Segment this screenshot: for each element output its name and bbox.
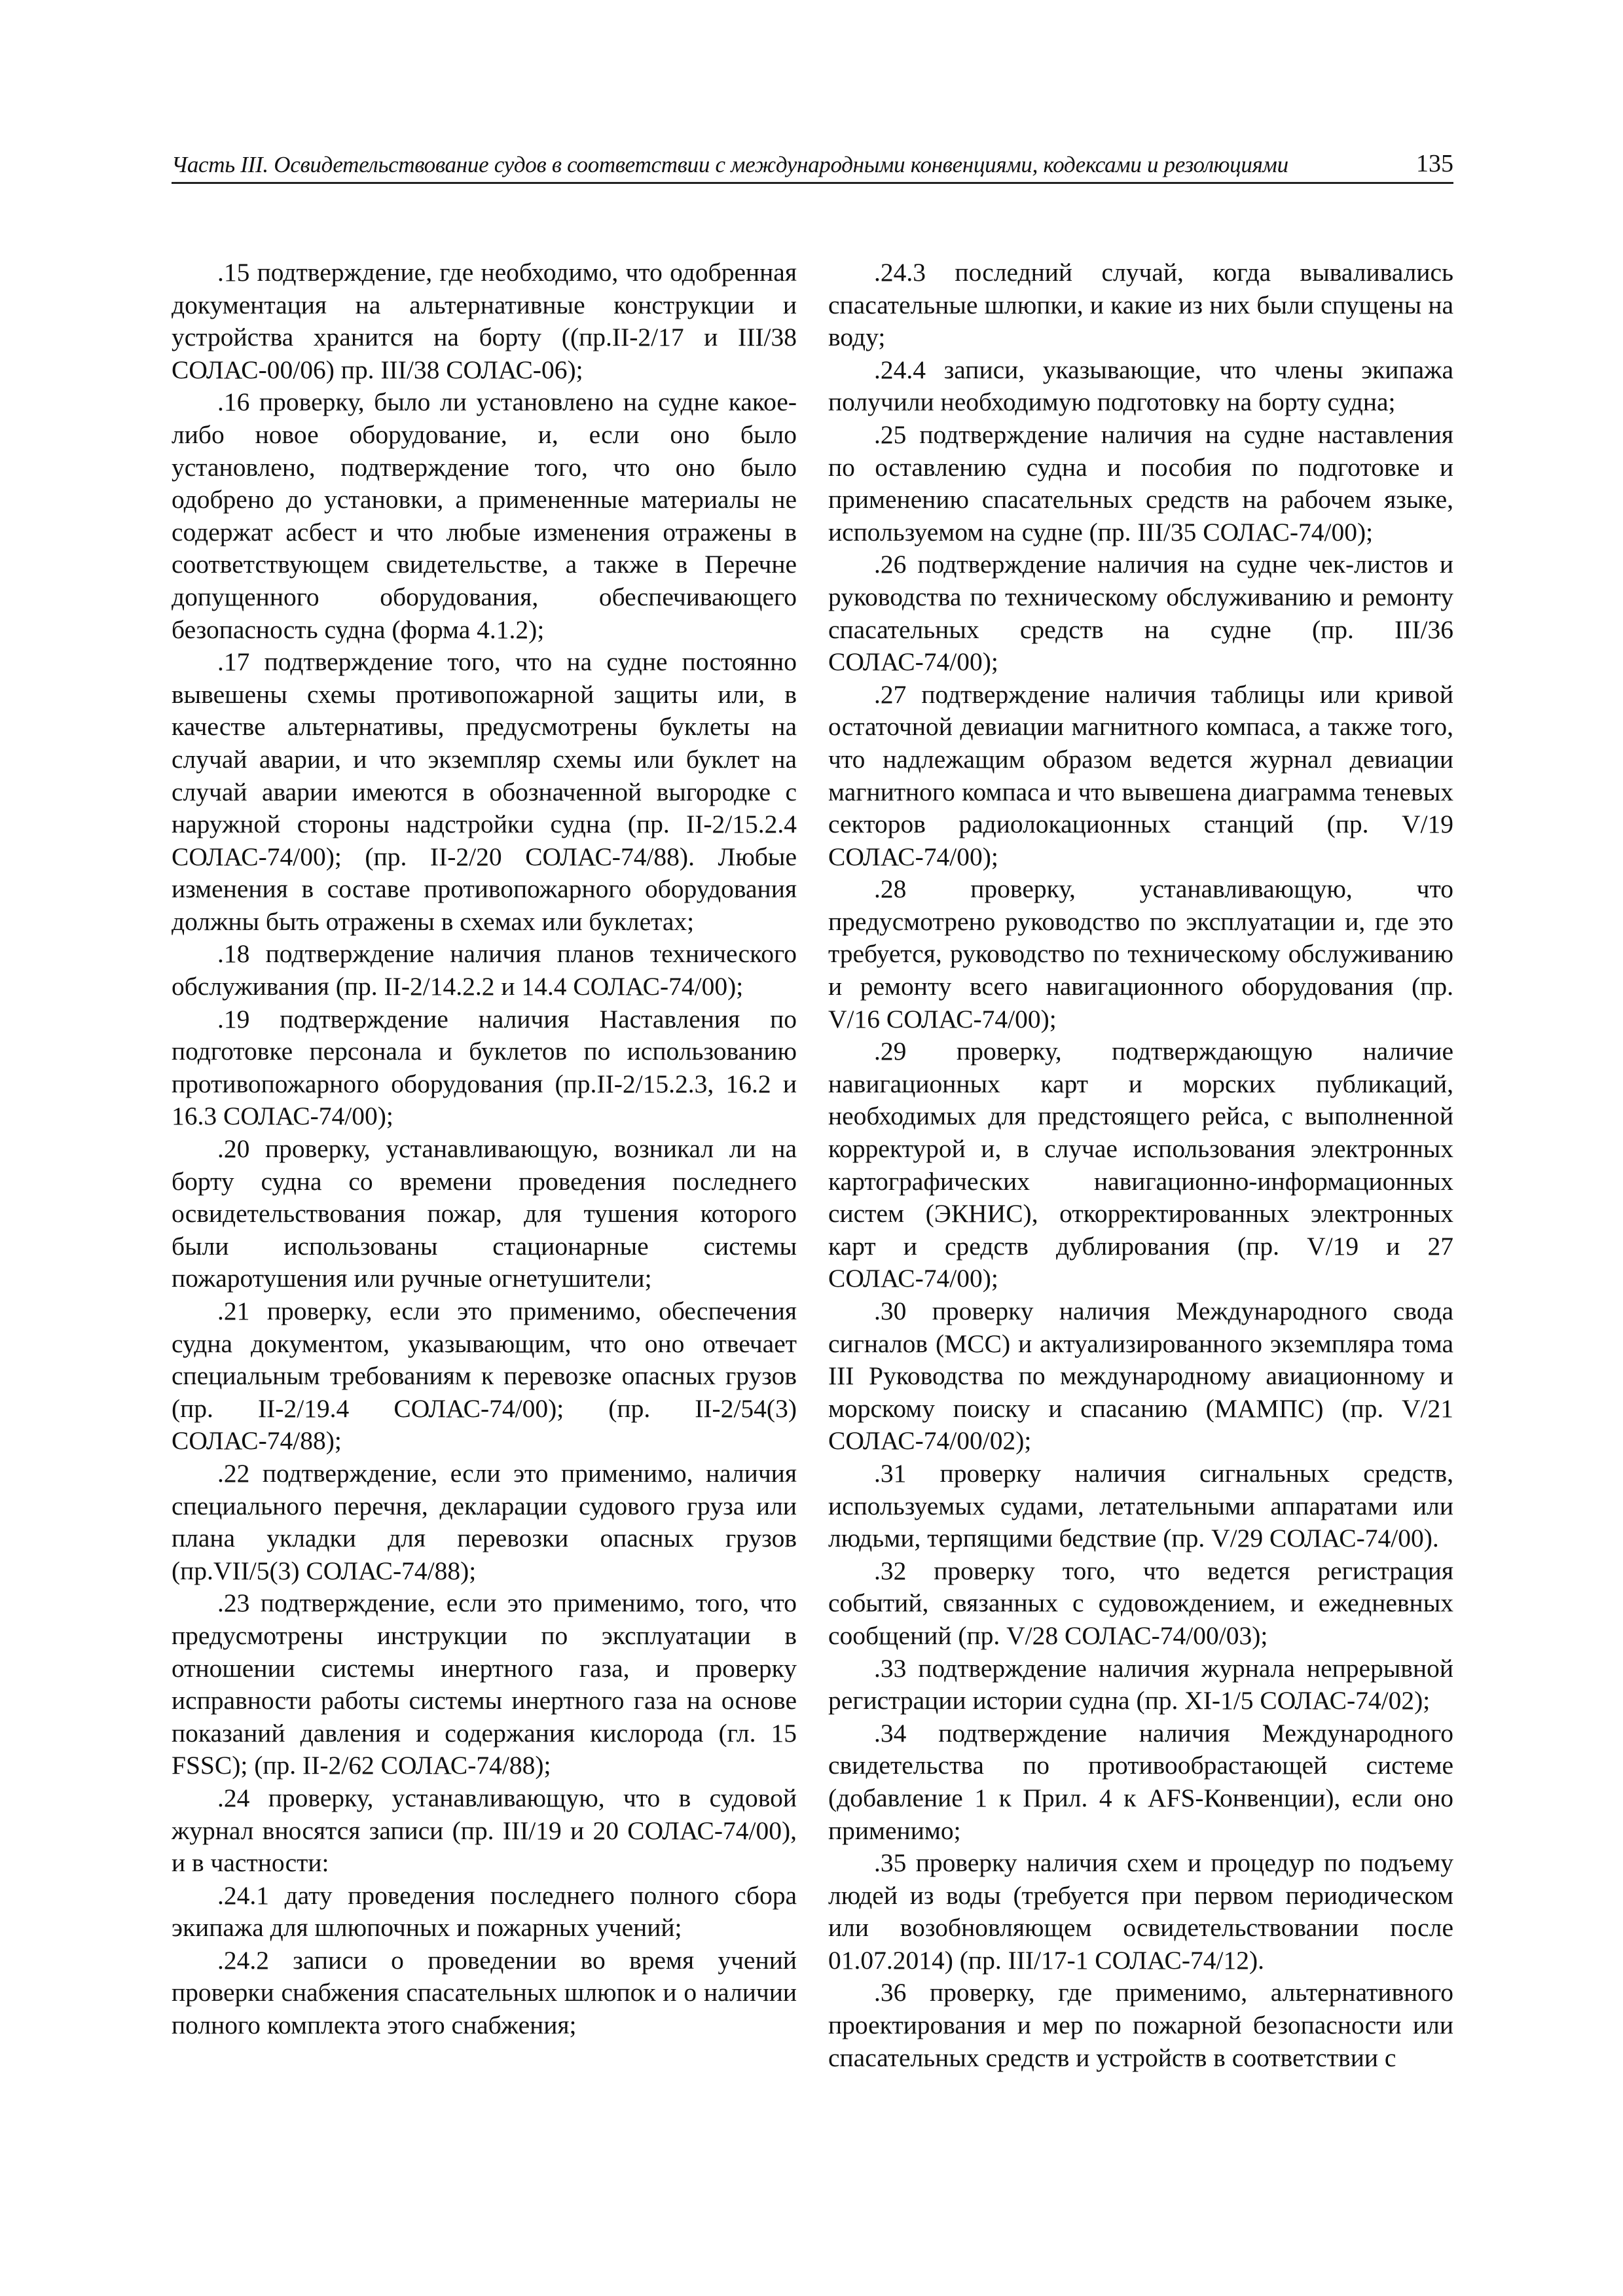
paragraph-17: .17 подтверждение того, что на судне постоянно вывешены схемы противопожарной защиты или, в качестве альтернативы, предусмотрены буклеты на случай аварии, и что экземпляр схемы или буклет на случай аварии имеются в обозначенной выгородке с наружной стороны надстройки судна (пр. II-2/15.2.4 СОЛАС-74/00); (пр. II-2/20 СОЛАС-74/88). Любые изменения в составе противопожарного оборудования должны быть отражены в схемах или буклетах; bbox=[172, 647, 797, 936]
paragraph-20: .20 проверку, устанавливающую, возникал ли на борту судна со времени проведения последнего освидетельствования пожар, для тушения которого были использованы стационарные системы пожаротушения или ручные огнетушители; bbox=[172, 1134, 797, 1293]
paragraph-21: .21 проверку, если это применимо, обеспечения судна документом, указывающим, что оно отвечает специальным требованиям к перевозке опасных грузов (пр. II-2/19.4 СОЛАС-74/00); (пр. II-2/54(3) СОЛАС-74/88); bbox=[172, 1297, 797, 1456]
paragraph-32: .32 проверку того, что ведется регистрация событий, связанных с судовождением, и ежедневных сообщений (пр. V/28 СОЛАС-74/00/03); bbox=[828, 1556, 1453, 1650]
paragraph-26: .26 подтверждение наличия на судне чек-листов и руководства по техническому обслуживанию и ремонту спасательных средств на судне (пр. III/36 СОЛАС-74/00); bbox=[828, 550, 1453, 677]
paragraph-25: .25 подтверждение наличия на судне наставления по оставлению судна и пособия по подготовке и применению спасательных средств на рабочем языке, используемом на судне (пр. III/35 СОЛАС-74/00); bbox=[828, 420, 1453, 547]
paragraph-15: .15 подтверждение, где необходимо, что одобренная документация на альтернативные конструкции и устройства хранится на борту ((пр.II-2/17 и III/38 СОЛАС-00/06) пр. III/38 СОЛАС-06); bbox=[172, 258, 797, 384]
paragraph-34: .34 подтверждение наличия Международного свидетельства по противообрастающей системе (добавление 1 к Прил. 4 к AFS-Конвенции), если оно применимо; bbox=[828, 1718, 1453, 1845]
page-number: 135 bbox=[1416, 150, 1453, 177]
paragraph-31: .31 проверку наличия сигнальных средств, используемых судами, летательными аппаратами или людьми, терпящими бедствие (пр. V/29 СОЛАС-74/00). bbox=[828, 1458, 1453, 1553]
running-header bbox=[172, 145, 1453, 184]
paragraph-24-3: .24.3 последний случай, когда вываливались спасательные шлюпки, и какие из них были спущены на воду; bbox=[828, 258, 1453, 352]
paragraph-22: .22 подтверждение, если это применимо, наличия специального перечня, декларации судового груза или плана укладки для перевозки опасных грузов (пр.VII/5(3) СОЛАС-74/88); bbox=[172, 1458, 797, 1585]
paragraph-18: .18 подтверждение наличия планов технического обслуживания (пр. II-2/14.2.2 и 14.4 СОЛАС-74/00); bbox=[172, 939, 797, 1001]
paragraph-35: .35 проверку наличия схем и процедур по подъему людей из воды (требуется при первом периодическом или возобновляющем освидетельствовании после 01.07.2014) (пр. III/17-1 СОЛАС-74/12). bbox=[828, 1848, 1453, 1975]
paragraph-24-1: .24.1 дату проведения последнего полного сбора экипажа для шлюпочных и пожарных учений; bbox=[172, 1880, 797, 1943]
paragraph-30: .30 проверку наличия Международного свода сигналов (МСС) и актуализированного экземпляра тома III Руководства по международному авиационному и морскому поиску и спасанию (МАМПС) (пр. V/21 СОЛАС-74/00/02); bbox=[828, 1297, 1453, 1456]
paragraph-24-2: .24.2 записи о проведении во время учений проверки снабжения спасательных шлюпок и о наличии полного комплекта этого снабжения; bbox=[172, 1945, 797, 2040]
paragraph-36: .36 проверку, где применимо, альтернативного проектирования и мер по пожарной безопасности или спасательных средств и устройств в соответствии с bbox=[828, 1978, 1453, 2072]
paragraph-33: .33 подтверждение наличия журнала непрерывной регистрации истории судна (пр. XI-1/5 СОЛАС-74/02); bbox=[828, 1653, 1453, 1715]
paragraph-29: .29 проверку, подтверждающую наличие навигационных карт и морских публикаций, необходимых для предстоящего рейса, с выполненной корректурой и, в случае использования электронных картографических навигационно-информационных систем (ЭКНИС), откорректированных электронных карт и средств дублирования (пр. V/19 и 27 СОЛАС-74/00); bbox=[828, 1037, 1453, 1293]
paragraph-24: .24 проверку, устанавливающую, что в судовой журнал вносятся записи (пр. III/19 и 20 СОЛАС-74/00), и в частности: bbox=[172, 1783, 797, 1878]
paragraph-28: .28 проверку, устанавливающую, что предусмотрено руководство по эксплуатации и, где это требуется, руководство по техническому обслуживанию и ремонту всего навигационного оборудования (пр. V/16 СОЛАС-74/00); bbox=[828, 874, 1453, 1033]
right-column bbox=[828, 257, 1453, 2074]
paragraph-24-4: .24.4 записи, указывающие, что члены экипажа получили необходимую подготовку на борту судна; bbox=[828, 355, 1453, 417]
left-column bbox=[172, 257, 797, 2042]
paragraph-23: .23 подтверждение, если это применимо, того, что предусмотрены инструкции по эксплуатации в отношении системы инертного газа, и проверку исправности работы системы инертного газа на основе показаний давления и содержания кислорода (гл. 15 FSSC); (пр. II-2/62 СОЛАС-74/88); bbox=[172, 1588, 797, 1780]
paragraph-19: .19 подтверждение наличия Наставления по подготовке персонала и буклетов по использованию противопожарного оборудования (пр.II-2/15.2.3, 16.2 и 16.3 СОЛАС-74/00); bbox=[172, 1004, 797, 1131]
paragraph-27: .27 подтверждение наличия таблицы или кривой остаточной девиации магнитного компаса, а также того, что надлежащим образом ведется журнал девиации магнитного компаса и что вывешена диаграмма теневых секторов радиолокационных станций (пр. V/19 СОЛАС-74/00); bbox=[828, 679, 1453, 871]
paragraph-16: .16 проверку, было ли установлено на судне какое-либо новое оборудование, и, если оно было установлено, подтверждение того, что оно было одобрено до установки, а примененные материалы не содержат асбест и что любые изменения отражены в соответствующем свидетельстве, а также в Перечне допущенного оборудования, обеспечивающего безопасность судна (форма 4.1.2); bbox=[172, 387, 797, 644]
running-header-title: Часть III. Освидетельствование судов в соответствии с международными конвенциями, кодексами и резолюциями bbox=[172, 152, 1288, 177]
